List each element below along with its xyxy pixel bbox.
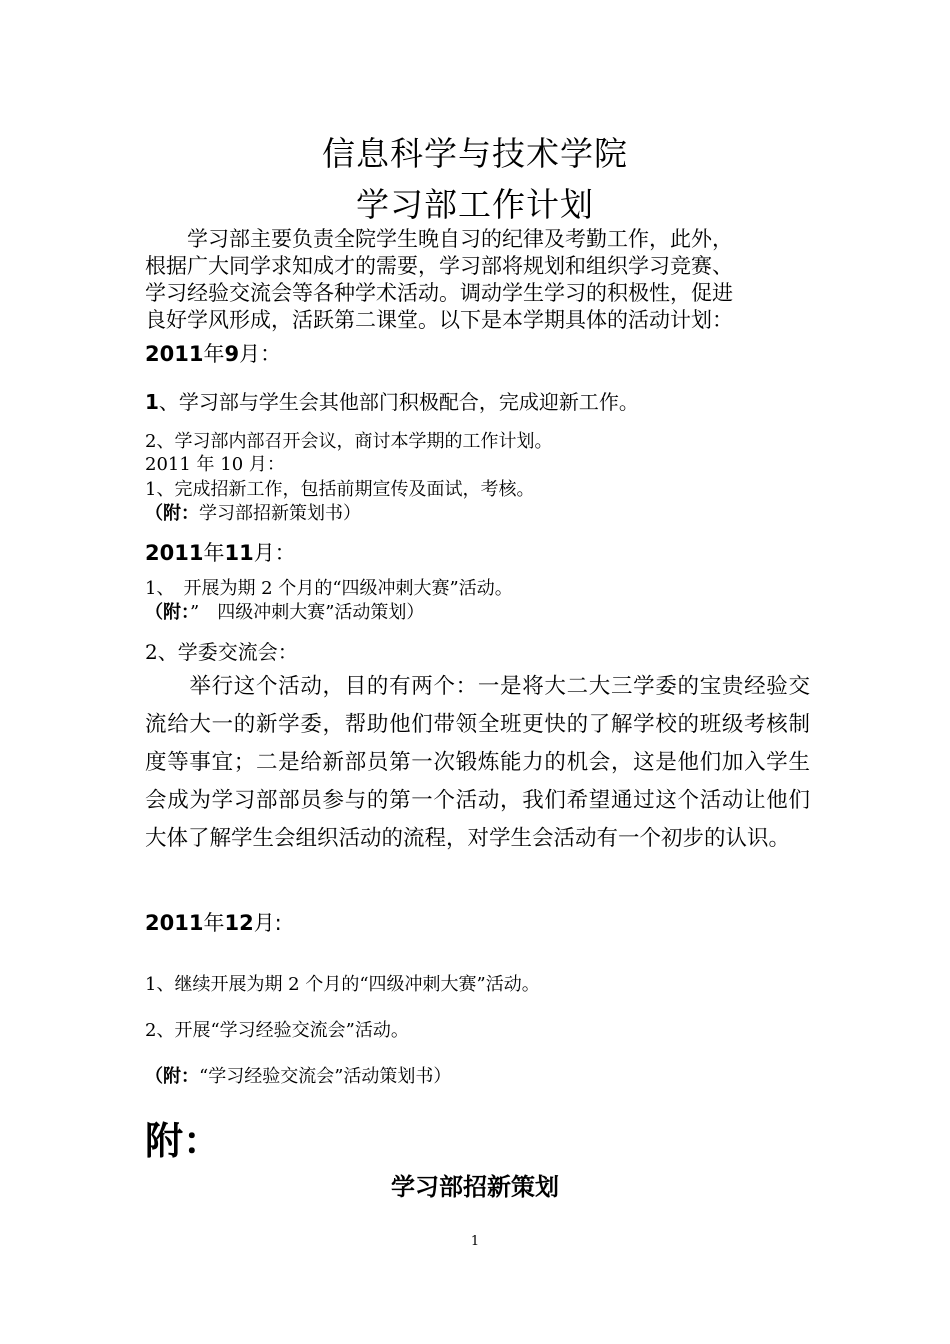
intro-line: 学习经验交流会等各种学术活动。调动学生学习的积极性，促进: [145, 281, 733, 305]
october-item-1: 1、完成招新工作，包括前期宣传及面试，考核。: [145, 479, 535, 500]
page-number: 1: [470, 1234, 480, 1249]
october-heading: 2011 年 10 月：: [145, 454, 285, 475]
intro-line: 良好学风形成，活跃第二课堂。以下是本学期具体的活动计划：: [145, 308, 733, 332]
intro-line: 学习部主要负责全院学生晚自习的纪律及考勤工作，此外，: [145, 227, 733, 251]
intro-paragraph: [145, 226, 810, 334]
september-item-1: 1、学习部与学生会其他部门积极配合，完成迎新工作。: [145, 390, 639, 414]
december-note: （附：“学习经验交流会”活动策划书）: [145, 1066, 452, 1087]
appendix-subtitle: 学习部招新策划: [391, 1173, 559, 1201]
appendix-label: 附：: [145, 1119, 222, 1163]
september-heading: 2011年9月：: [145, 342, 282, 366]
december-heading: 2011年12月:: [145, 911, 282, 935]
document-title-line2: 学习部工作计划: [356, 185, 594, 224]
september-item-2: 2、学习部内部召开会议，商讨本学期的工作计划。: [145, 431, 553, 452]
october-note: （附：学习部招新策划书）: [145, 503, 361, 524]
november-paragraph: 举行这个活动，目的有两个：一是将大二大三学委的宝贵经验交流给大一的新学委，帮助他们带领全班更快的了解学校的班级考核制度等事宜；二是给新部员第一次锻炼能力的机会，这是他们加入学生会成为学习部部员参与的第一个活动，我们希望通过这个活动让他们大体了解学生会组织活动的流程，对学生会活动有一个初步的认识。: [145, 674, 810, 851]
november-item-1: 1、 开展为期 2 个月的“四级冲刺大赛”活动。: [145, 578, 513, 599]
intro-line: 根据广大同学求知成才的需要，学习部将规划和组织学习竞赛、: [145, 254, 733, 278]
november-note: （附：” 四级冲刺大赛”活动策划）: [145, 602, 425, 623]
december-item-2: 2、开展“学习经验交流会”活动。: [145, 1020, 409, 1041]
november-heading: 2011年11月：: [145, 541, 296, 565]
december-item-1: 1、继续开展为期 2 个月的“四级冲刺大赛”活动。: [145, 974, 540, 995]
document-title-line1: 信息科学与技术学院: [322, 134, 628, 173]
november-item-2: 2、学委交流会：: [145, 640, 298, 664]
